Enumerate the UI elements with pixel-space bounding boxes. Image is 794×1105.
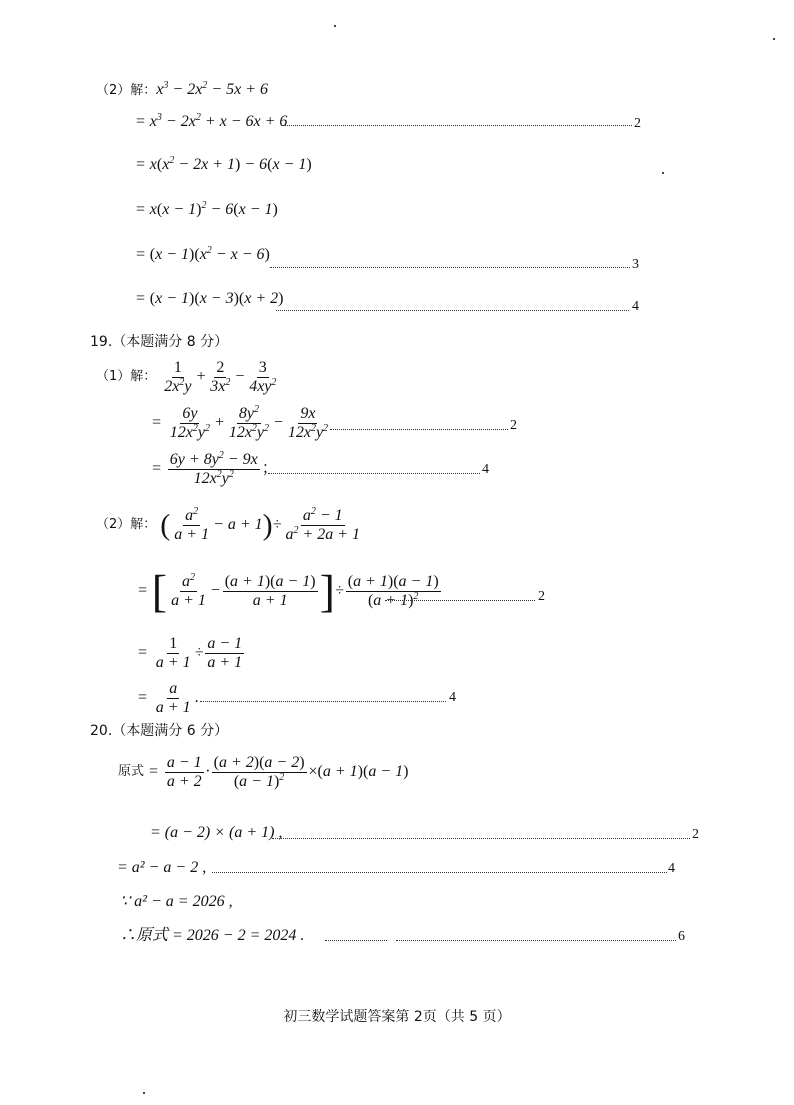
q20-heading: 20.（本题满分 6 分） xyxy=(90,723,229,739)
score-leader xyxy=(272,837,690,839)
q18-step-3: = $x(x - 1)^2 - 6(x - 1)$ xyxy=(135,200,278,218)
score-leader xyxy=(385,599,535,601)
score-leader xyxy=(282,124,632,126)
q20-step2: = a² − a − 2 , xyxy=(117,859,207,876)
scan-speck xyxy=(662,172,664,174)
page-footer: 初三数学试题答案第 2页（共 5 页） xyxy=(283,1009,511,1025)
q19-part1: （1）解： $\frac{1}{2x^2y}$ + $\frac{2}{3x^2}$ − $\frac{3}{4xy^2}$ xyxy=(96,359,277,395)
score-mark: 3 xyxy=(632,257,639,272)
score-mark: 2 xyxy=(510,418,517,433)
q20-given: ∵ a² − a = 2026 , xyxy=(120,893,233,910)
score-leader xyxy=(396,939,676,941)
score-leader xyxy=(330,428,508,430)
score-mark: 4 xyxy=(632,299,639,314)
scan-speck xyxy=(773,38,775,40)
q19-part2-step3: = $\frac{a}{a + 1}$ . xyxy=(137,680,199,716)
q19-part2-step2: = $\frac{1}{a + 1}$ ÷ $\frac{a - 1}{a + 1}$ xyxy=(137,635,243,671)
part-label: （1）解： xyxy=(96,369,157,385)
score-mark: 2 xyxy=(538,589,545,604)
score-mark: 4 xyxy=(449,690,456,705)
q20-conclusion: ∴原式 = 2026 − 2 = 2024 . xyxy=(120,927,305,944)
score-mark: 4 xyxy=(668,861,675,876)
score-leader xyxy=(268,472,480,474)
score-mark: 6 xyxy=(678,929,685,944)
yuanshi-label: 原式 xyxy=(118,764,145,780)
q20-step1: = (a − 2) × (a + 1) , xyxy=(150,824,283,841)
q20-original: 原式 = $\frac{a - 1}{a + 2}$ · $\frac{(a + 2)(a - 2)}{(a - 1)^2}$ ×(a + 1)(a − 1) xyxy=(118,754,409,790)
part-label: （2）解： xyxy=(96,517,157,533)
q19-part2-step1: = [ $\frac{a^2}{a + 1}$ − $\frac{(a + 1)(a - 1)}{a + 1}$ ]÷ $\frac{(a + 1)(a - 1)}{(a + 1)^2}$ xyxy=(137,565,439,617)
expression: $x^3 - 2x^2 - 5x + 6$ xyxy=(156,80,268,98)
q19-heading: 19.（本题满分 8 分） xyxy=(90,334,229,350)
score-mark: 4 xyxy=(482,462,489,477)
score-leader xyxy=(212,871,667,873)
q18-step-4: = $(x - 1)(x^2 - x - 6)$ xyxy=(135,245,270,263)
q18-step-1: = $x^3 - 2x^2 + x - 6x + 6$ xyxy=(135,112,288,130)
q19-part1-step2: = $\frac{6y + 8y^2 - 9x}{12x^2y^2}$ ； xyxy=(151,450,278,487)
q18-step-5: = (x − 1)(x − 3)(x + 2) xyxy=(135,290,284,307)
part-label: （2）解： xyxy=(96,83,157,98)
scan-speck xyxy=(334,25,336,27)
score-leader xyxy=(276,309,629,311)
score-leader xyxy=(325,939,387,941)
score-leader xyxy=(200,700,446,702)
score-mark: 2 xyxy=(634,116,641,131)
score-leader xyxy=(270,266,630,268)
q18-part2-label xyxy=(96,80,268,100)
q18-step-2: = $x(x^2 - 2x + 1) - 6(x - 1)$ xyxy=(135,155,312,173)
q19-part2: （2）解： ( $\frac{a^2}{a + 1}$ − a + 1)÷ $\frac{a^2 - 1}{a^2 + 2a + 1}$ xyxy=(96,506,361,543)
scan-speck xyxy=(143,1092,145,1094)
q19-part1-step1: = $\frac{6y}{12x^2y^2}$ + $\frac{8y^2}{12x^2y^2}$ − $\frac{9x}{12x^2y^2}$ xyxy=(151,404,329,441)
score-mark: 2 xyxy=(692,827,699,842)
